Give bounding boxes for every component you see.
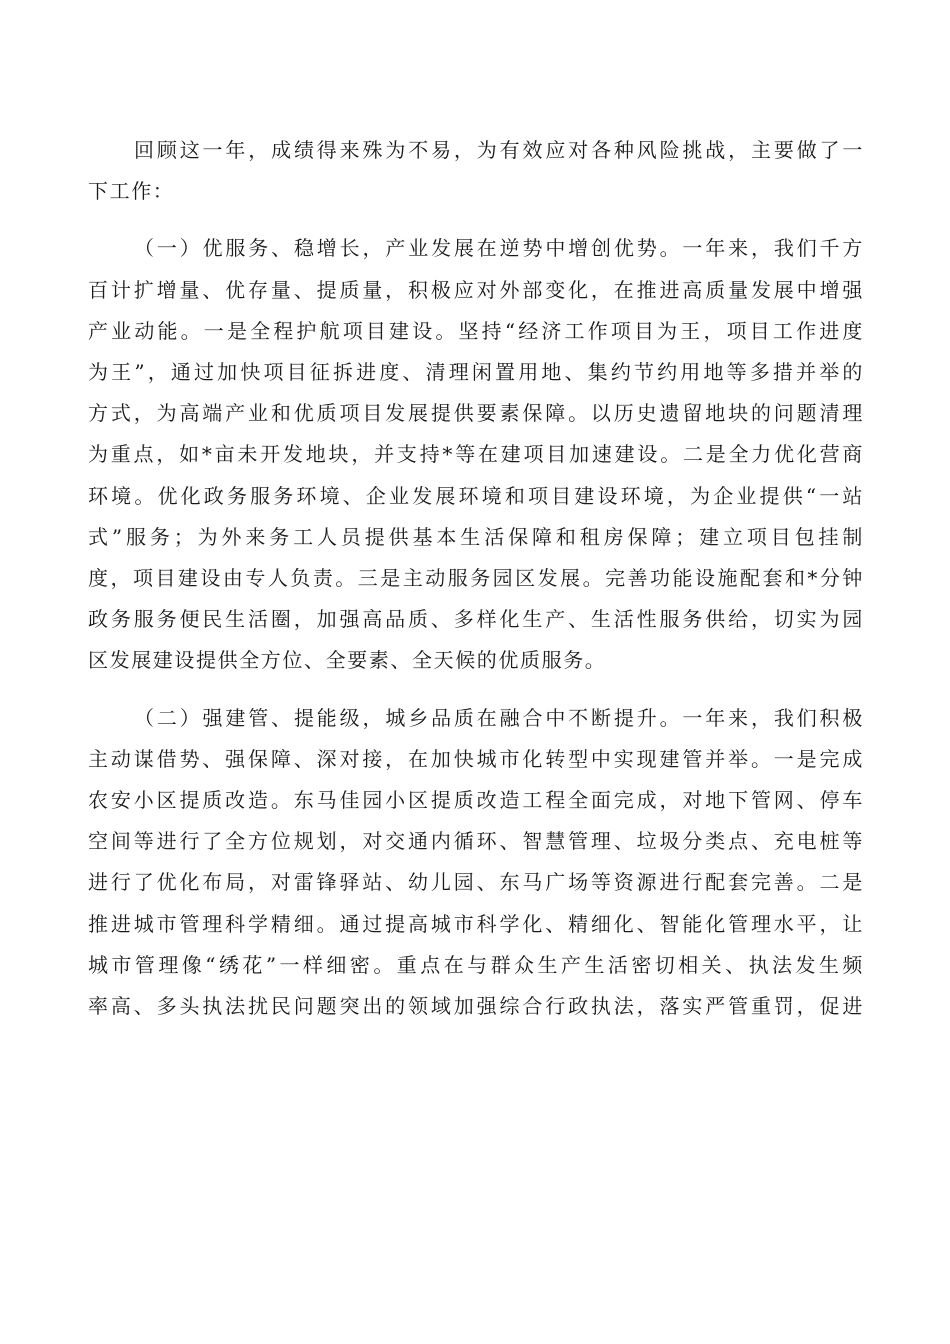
- text-line: 方式，为高端产业和优质项目发展提供要素保障。以历史遗留地块的问题清理: [88, 401, 864, 426]
- text-line: 百计扩增量、优存量、提质量，积极应对外部变化，在推进高质量发展中增强: [88, 277, 864, 302]
- text-line: 为重点，如*亩未开发地块，并支持*等在建项目加速建设。二是全力优化营商: [88, 442, 864, 467]
- text-line: 进行了优化布局，对雷锋驿站、幼儿园、东马广场等资源进行配套完善。二是: [88, 870, 864, 895]
- text-line: 回顾这一年，成绩得来殊为不易，为有效应对各种风险挑战，主要做了一: [134, 138, 864, 162]
- text-line: 农安小区提质改造。东马佳园小区提质改造工程全面完成，对地下管网、停车: [88, 788, 864, 813]
- text-line: 政务服务便民生活圈，加强高品质、多样化生产、生活性服务供给，切实为园: [88, 607, 864, 632]
- text-line: 空间等进行了全方位规划，对交通内循环、智慧管理、垃圾分类点、充电桩等: [88, 829, 864, 854]
- document-body: [88, 130, 864, 1027]
- text-line: （一）优服务、稳增长，产业发展在逆势中增创优势。一年来，我们千方: [134, 236, 864, 261]
- paragraph-intro: [88, 130, 864, 212]
- paragraph-section-2: [88, 698, 864, 1028]
- text-line: 率高、多头执法扰民问题突出的领域加强综合行政执法，落实严管重罚，促进: [88, 994, 864, 1019]
- text-line: 为王”，通过加快项目征拆进度、清理闲置用地、集约节约用地等多措并举的: [88, 360, 864, 385]
- text-line: 环境。优化政务服务环境、企业发展环境和项目建设环境，为企业提供“一站: [88, 483, 864, 508]
- text-line: 式”服务；为外来务工人员提供基本生活保障和租房保障；建立项目包挂制: [88, 524, 864, 549]
- text-line: 城市管理像“绣花”一样细密。重点在与群众生产生活密切相关、执法发生频: [88, 952, 864, 977]
- text-line: 下工作：: [88, 179, 175, 204]
- text-line: （二）强建管、提能级，城乡品质在融合中不断提升。一年来，我们积极: [134, 705, 864, 730]
- text-line: 区发展建设提供全方位、全要素、全天候的优质服务。: [88, 648, 607, 673]
- text-line: 主动谋借势、强保障、深对接，在加快城市化转型中实现建管并举。一是完成: [88, 746, 864, 771]
- text-line: 度，项目建设由专人负责。三是主动服务园区发展。完善功能设施配套和*分钟: [88, 566, 864, 591]
- text-line: 推进城市管理科学精细。通过提高城市科学化、精细化、智能化管理水平，让: [88, 911, 864, 936]
- text-line: 产业动能。一是全程护航项目建设。坚持“经济工作项目为王，项目工作进度: [88, 318, 864, 343]
- paragraph-section-1: [88, 228, 864, 681]
